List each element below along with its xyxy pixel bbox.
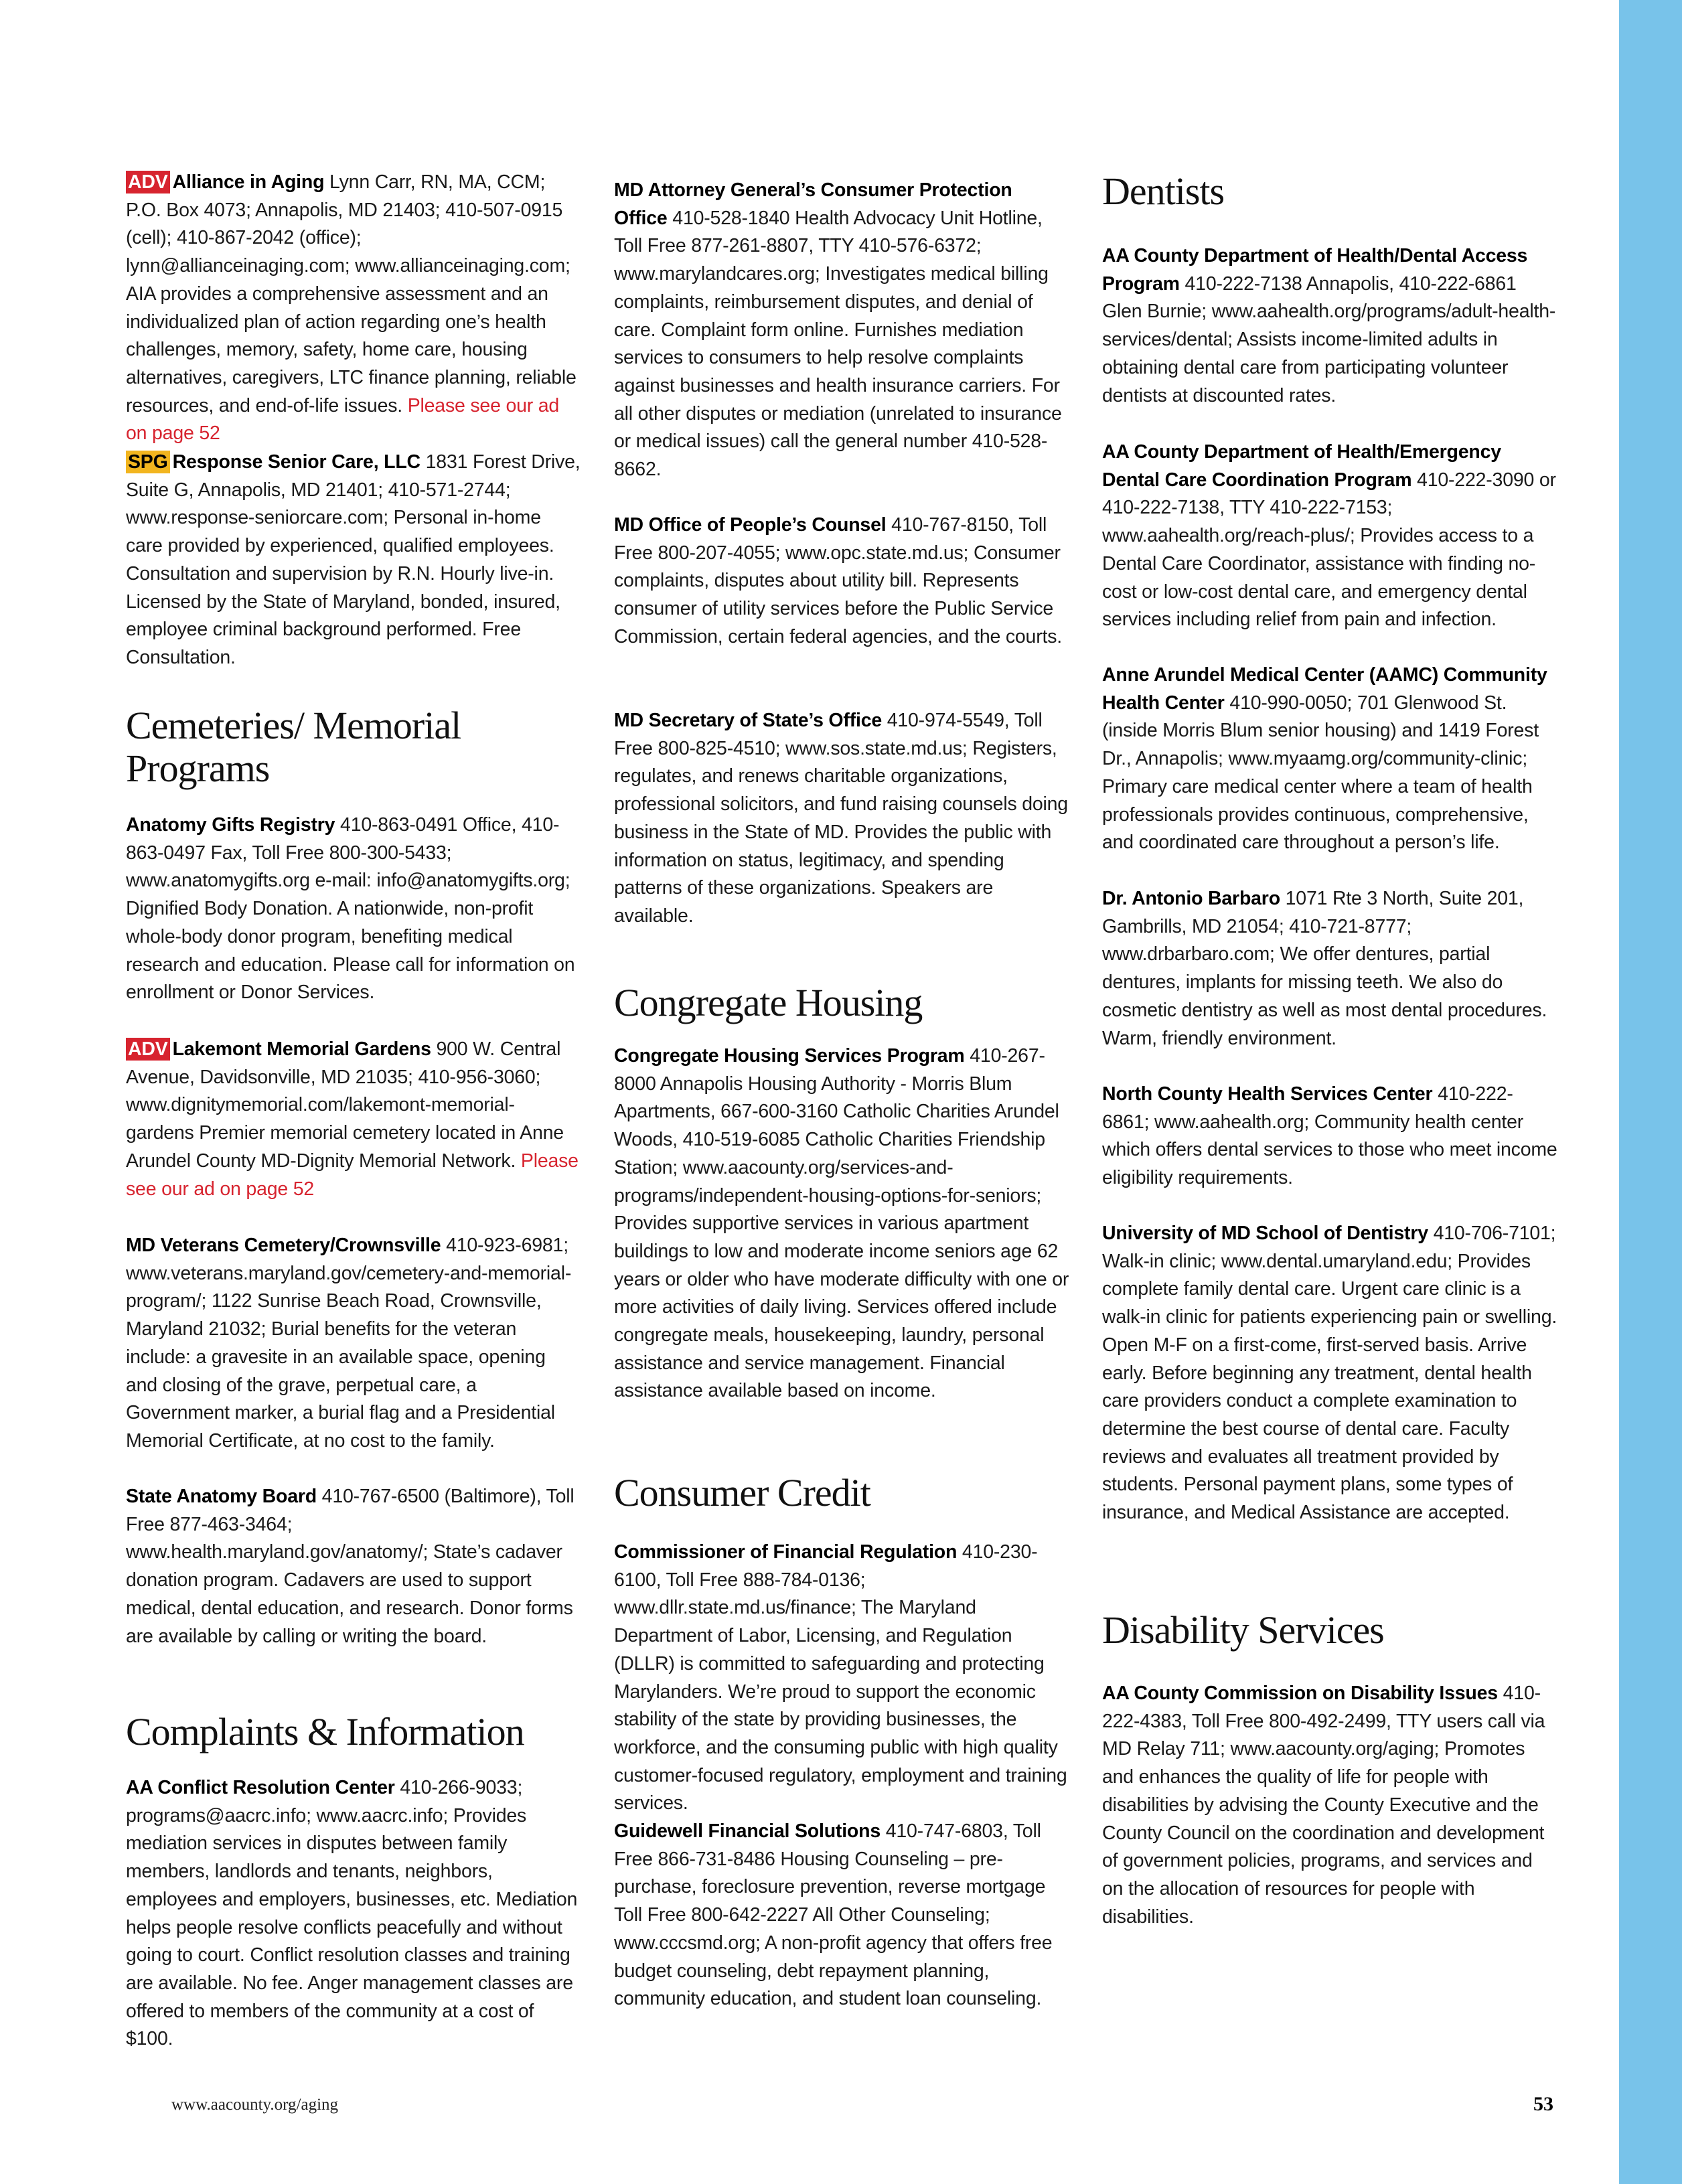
listing-details: 410-990-0050; 701 Glenwood St. (inside Morris Blum senior housing) and 1419 Forest Dr., Annapolis; www.myaamg.org/community-clinic; Primary care medical center where a team of health professionals provides continuous, comprehensive, and coordinated care throughout a person’s life.: [1102, 692, 1539, 854]
listing-name: MD Office of People’s Counsel: [614, 514, 887, 536]
listing-details: 410-863-0491 Office, 410-863-0497 Fax, Toll Free 800-300-5433; www.anatomygifts.org e-mail: info@anatomygifts.org; Dignified Body Donation. A nationwide, non-profit whole-body donor program, benefiting medical research and education. Please call for information on enrollment or Donor Services.: [126, 814, 575, 1004]
listing-details: 410-222-6861; www.aahealth.org; Community health center which offers dental services to those who meet income eligibility requirements.: [1102, 1083, 1557, 1189]
adv-badge: ADV: [126, 1038, 170, 1061]
listing-anatomy-gifts-registry: [126, 811, 581, 1007]
listing-name: Response Senior Care, LLC: [172, 451, 420, 473]
listing-details: 410-767-8150, Toll Free 800-207-4055; www.opc.state.md.us; Consumer complaints, disputes about utility bill. Represents consumer of utility services before the Public Service Commission, certain federal agencies, and the courts.: [614, 514, 1062, 647]
listing-state-anatomy-board: [126, 1483, 581, 1650]
listing-guidewell-financial: [614, 1818, 1069, 2013]
listing-commissioner-financial-regulation: [614, 1539, 1069, 1818]
listing-congregate-housing-services: [614, 1042, 1069, 1405]
listing-name: Guidewell Financial Solutions: [614, 1820, 881, 1842]
listing-name: Dr. Antonio Barbaro: [1102, 888, 1280, 909]
listing-md-veterans-cemetery: [126, 1232, 581, 1456]
section-heading-congregate-housing: Congregate Housing: [614, 981, 923, 1024]
listing-details: 410-706-7101; Walk-in clinic; www.dental.umaryland.edu; Provides complete family dental care. Urgent care clinic is a walk-in clinic for patients experiencing pain or swelling. Open M-F on a first-come, first-served basis. Arrive early. Before beginning any treatment, dental health care providers conduct a complete examination to determine the best course of dental care. Faculty reviews and evaluates all treatment provided by students. Personal payment plans, some types of insurance, and Medical Assistance are accepted.: [1102, 1223, 1557, 1524]
listing-details: 900 W. Central Avenue, Davidsonville, MD 21035; 410-956-3060; www.dignitymemorial.com/lakemont-memorial-gardens Premier memorial cemetery located in Anne Arundel County MD-Dignity Memorial Network.: [126, 1038, 564, 1172]
listing-name: Commissioner of Financial Regulation: [614, 1541, 958, 1563]
listing-details: 1071 Rte 3 North, Suite 201, Gambrills, MD 21054; 410-721-8777; www.drbarbaro.com; We offer dentures, partial dentures, implants for missing teeth. We also do cosmetic dentistry as well as most dental procedures. Warm, friendly environment.: [1102, 888, 1547, 1049]
listing-details: 410-230-6100, Toll Free 888-784-0136; www.dllr.state.md.us/finance; The Maryland Department of Labor, Licensing, and Regulation (DLLR) is committed to safeguarding and protecting Marylanders. We’re proud to support the economic stability of the state by providing businesses, the workforce, and the consuming public with high quality customer-focused regulatory, employment and training services.: [614, 1541, 1067, 1814]
ad-reference-link[interactable]: Please see our ad on page 52: [126, 394, 560, 445]
listing-md-secretary-of-state: [614, 707, 1069, 931]
listing-details: 410-267-8000 Annapolis Housing Authority - Morris Blum Apartments, 667-600-3160 Catholic Charities Arundel Woods, 410-519-6085 Catholic Charities Friendship Station; www.aacounty.org/services-and-programs/independent-housing-options-for-seniors; Provides supportive services in various apartment buildings to low and moderate income seniors age 62 years or older who have moderate difficulty with one or more activities of daily living. Services offered include congregate meals, housekeeping, laundry, personal assistance and service management. Financial assistance available based on income.: [614, 1045, 1069, 1402]
listing-details: 410-974-5549, Toll Free 800-825-4510; www.sos.state.md.us; Registers, regulates, and renews charitable organizations, professional solicitors, and fund raising counsels doing business in the State of MD. Provides the public with information on status, legitimacy, and spending patterns of these organizations. Speakers are available.: [614, 710, 1068, 927]
section-heading-cemeteries: Cemeteries/ Memorial Programs: [126, 704, 461, 790]
ad-reference-link[interactable]: Please see our ad on page 52: [126, 1150, 579, 1200]
listing-details: 410-767-6500 (Baltimore), Toll Free 877-463-3464; www.health.maryland.gov/anatomy/; State’s cadaver donation program. Cadavers are used to support medical, dental education, and research. Donor forms are available by calling or writing the board.: [126, 1486, 575, 1647]
listing-name: AA County Commission on Disability Issues: [1102, 1683, 1498, 1704]
spg-badge: SPG: [126, 451, 170, 473]
listing-details: 1831 Forest Drive, Suite G, Annapolis, MD 21401; 410-571-2744; www.response-seniorcare.com; Personal in-home care provided by experienced, qualified employees. Consultation and supervision by R.N. Hourly live-in. Licensed by the State of Maryland, bonded, insured, employee criminal background performed. Free Consultation.: [126, 451, 581, 668]
listing-details: 410-528-1840 Health Advocacy Unit Hotline, Toll Free 877-261-8807, TTY 410-576-6372; www.marylandcares.org; Investigates medical billing complaints, reimbursement disputes, and denial of care. Complaint form online. Furnishes mediation services to consumers to help resolve complaints against businesses and health insurance carriers. For all other disputes or mediation (unrelated to insurance or medical issues) call the general number 410-528-8662.: [614, 207, 1062, 481]
listing-name: MD Attorney General’s Consumer Protection Office: [614, 179, 1012, 229]
section-heading-dentists: Dentists: [1102, 169, 1225, 213]
listing-commission-disability-issues: [1102, 1680, 1557, 1931]
listing-md-attorney-general: [614, 177, 1069, 484]
listing-name: State Anatomy Board: [126, 1486, 317, 1507]
page-number: 53: [1533, 2093, 1553, 2115]
listing-emergency-dental-care: [1102, 439, 1557, 634]
listing-name: AA County Department of Health/Emergency Dental Care Coordination Program: [1102, 441, 1501, 491]
listing-name: Anne Arundel Medical Center (AAMC) Community Health Center: [1102, 664, 1547, 714]
listing-name: Alliance in Aging: [172, 171, 325, 193]
listing-name: North County Health Services Center: [1102, 1083, 1433, 1105]
listing-details: 410-747-6803, Toll Free 866-731-8486 Housing Counseling – pre-purchase, foreclosure prevention, reverse mortgage Toll Free 800-642-2227 All Other Counseling; www.cccsmd.org; A non-profit agency that offers free budget counseling, debt repayment planning, community education, and student loan counseling.: [614, 1820, 1053, 2010]
listing-details: 410-222-4383, Toll Free 800-492-2499, TTY users call via MD Relay 711; www.aacounty.org/aging; Promotes and enhances the quality of life for people with disabilities by advising the County Executive and the County Council on the coordination and development of government policies, programs, and services and on the allocation of resources for people with disabilities.: [1102, 1683, 1545, 1928]
listing-aamc-community-health: [1102, 661, 1557, 857]
listing-details: 410-266-9033; programs@aacrc.info; www.aacrc.info; Provides mediation services in disputes between family members, landlords and tenants, neighbors, employees and employers, businesses, etc. Mediation helps people resolve conflicts peacefully and without going to court. Conflict resolution classes and training are available. No fee. Anger management classes are offered to members of the community at a cost of $100.: [126, 1777, 578, 2050]
listing-alliance-in-aging: [126, 169, 581, 448]
adv-badge: ADV: [126, 171, 170, 193]
section-heading-consumer-credit: Consumer Credit: [614, 1471, 870, 1514]
section-heading-disability-services: Disability Services: [1102, 1608, 1384, 1652]
listing-details: 410-222-7138 Annapolis, 410-222-6861 Glen Burnie; www.aahealth.org/programs/adult-health-services/dental; Assists income-limited adults in obtaining dental care from participating volunteer dentists at discounted rates.: [1102, 272, 1556, 406]
listing-name: University of MD School of Dentistry: [1102, 1223, 1428, 1244]
listing-aa-conflict-resolution-center: [126, 1774, 581, 2053]
listing-name: Anatomy Gifts Registry: [126, 814, 335, 836]
listing-name: AA County Department of Health/Dental Access Program: [1102, 245, 1528, 295]
listing-response-senior-care: [126, 449, 581, 672]
listing-name: MD Secretary of State’s Office: [614, 710, 882, 731]
listing-md-peoples-counsel: [614, 512, 1069, 651]
listing-umd-school-of-dentistry: [1102, 1220, 1557, 1527]
listing-name: AA Conflict Resolution Center: [126, 1777, 395, 1798]
footer-website-link[interactable]: www.aacounty.org/aging: [171, 2096, 339, 2114]
listing-name: Congregate Housing Services Program: [614, 1045, 965, 1067]
listing-name: MD Veterans Cemetery/Crownsville: [126, 1235, 441, 1256]
listing-details: 410-222-3090 or 410-222-7138, TTY 410-222-7153; www.aahealth.org/reach-plus/; Provides access to a Dental Care Coordinator, assistance with finding no-cost or low-cost dental care, and emergency dental services including relief from pain and infection.: [1102, 469, 1556, 631]
listing-dental-access-program: [1102, 242, 1557, 410]
listing-dr-antonio-barbaro: [1102, 885, 1557, 1052]
listing-name: Lakemont Memorial Gardens: [172, 1038, 431, 1060]
decorative-side-strip: [1619, 0, 1682, 2184]
listing-lakemont-memorial-gardens: [126, 1036, 581, 1203]
listing-details: 410-923-6981; www.veterans.maryland.gov/cemetery-and-memorial-program/; 1122 Sunrise Beach Road, Crownsville, Maryland 21032; Burial benefits for the veteran include: a gravesite in an available space, opening and closing of the grave, perpetual care, a Government marker, a burial flag and a Presidential Memorial Certificate, at no cost to the family.: [126, 1235, 572, 1452]
listing-details: Lynn Carr, RN, MA, CCM; P.O. Box 4073; Annapolis, MD 21403; 410-507-0915 (cell); 410-867-2042 (office); lynn@allianceinaging.com; www.allianceinaging.com; AIA provides a comprehensive assessment and an individualized plan of action regarding one’s health challenges, memory, safety, home care, housing alternatives, caregivers, LTC finance planning, reliable resources, and end-of-life issues.: [126, 171, 577, 416]
listing-north-county-health: [1102, 1081, 1557, 1192]
section-heading-complaints: Complaints & Information: [126, 1710, 524, 1753]
